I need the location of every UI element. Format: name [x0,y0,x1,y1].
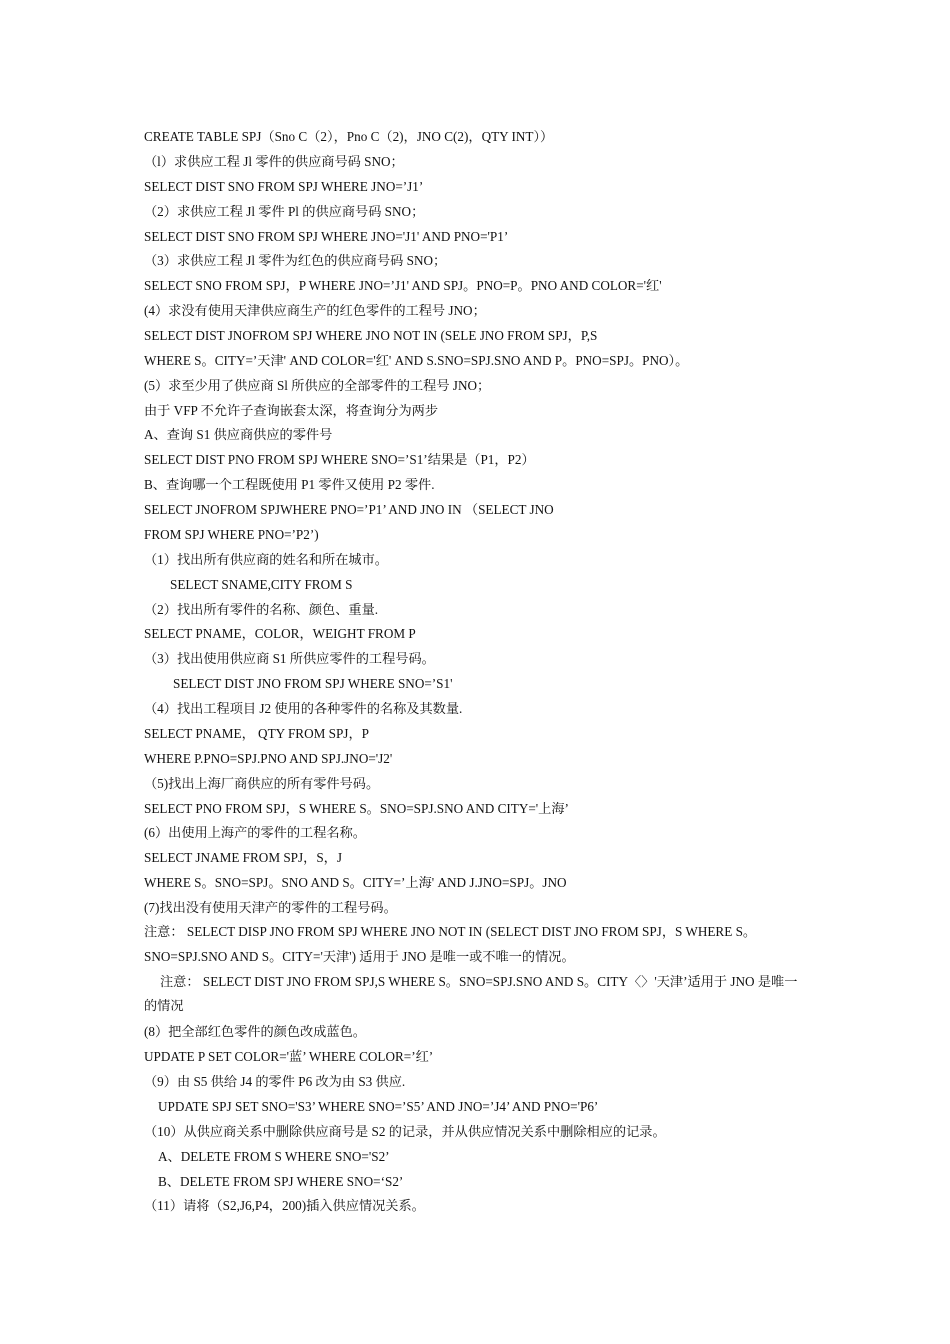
text-line: SELECT DIST PNO FROM SPJ WHERE SNO=’S1’结果是（P1，P2） [144,452,535,468]
text-line: SELECT DIST JNOFROM SPJ WHERE JNO NOT IN (SELE JNO FROM SPJ，P,S [144,328,598,343]
text-line: WHERE S。CITY=’天津' AND COLOR='红' AND S.SNO=SPJ.SNO AND P。PNO=SPJ。PNO）。 [144,352,689,368]
text-line: SELECT DIST JNO FROM SPJ WHERE SNO=’S1' [173,676,453,692]
text-line: 注意： SELECT DIST JNO FROM SPJ,S WHERE S。SNO=SPJ.SNO AND S。CITY〈〉'天津’适用于 JNO 是唯一的情况 [144,973,798,1014]
text-line: SELECT PNAME， QTY FROM SPJ，P [144,725,369,741]
text-line: SELECT DIST SNO FROM SPJ WHERE JNO='J1' AND PNO='P1’ [144,228,509,244]
text-line: （3）求供应工程 Jl 零件为红色的供应商号码 SNO； [144,253,447,269]
text-line: UPDATE SPJ SET SNO='S3’ WHERE SNO=’S5’ AND JNO=’J4’ AND PNO='P6’ [158,1098,599,1114]
text-line: SELECT PNO FROM SPJ，S WHERE S。SNO=SPJ.SNO AND CITY='上海’ [144,800,569,816]
text-line: SELECT JNAME FROM SPJ，S，J [144,850,342,866]
text-line: WHERE P.PNO=SPJ.PNO AND SPJ.JNO='J2' [144,750,393,766]
text-line: WHERE S。SNO=SPJ。SNO AND S。CITY=’上海' AND J.JNO=SPJ。JNO [144,875,567,891]
text-line: SELECT JNOFROM SPJWHERE PNO=’P1’ AND JNO IN （SELECT JNO [144,502,554,518]
text-line: （3）找出使用供应商 S1 所供应零件的工程号码。 [144,651,435,667]
text-line: (4）求没有使用天津供应商生产的红色零件的工程号 JNO； [144,303,486,319]
text-line: （4）找出工程项目 J2 使用的各种零件的名称及其数量. [144,701,463,716]
text-line: （1）找出所有供应商的姓名和所在城市。 [144,551,388,567]
text-line: (7)找出没有使用天津产的零件的工程号码。 [144,900,397,915]
text-line: A、查询 S1 供应商供应的零件号 [144,427,333,443]
text-line: SELECT PNAME，COLOR，WEIGHT FROM P [144,626,416,642]
text-line: (6）出使用上海产的零件的工程名称。 [144,825,366,841]
text-line: CREATE TABLE SPJ（Sno C（2），Pno C（2)，JNO C(2)，QTY INT）） [144,129,554,144]
text-line: (8）把全部红色零件的颜色改成蓝色。 [144,1024,366,1040]
text-line: UPDATE P SET COLOR='蓝’ WHERE COLOR=’红’ [144,1049,434,1065]
text-line: A、DELETE FROM S WHERE SNO='S2’ [158,1148,390,1164]
text-line: （11）请将（S2,J6,P4，200)插入供应情况关系。 [144,1198,425,1214]
text-line: 由于 VFP 不允许子查询嵌套太深，将查询分为两步 [144,402,439,418]
text-line: 注意： SELECT DISP JNO FROM SPJ WHERE JNO NOT IN (SELECT DIST JNO FROM SPJ，S WHERE S。SNO=SPJ.SNO AND S。CITY='天津') 适用于 JNO 是唯一或不唯一的情况。 [144,923,757,964]
text-line: SELECT SNAME,CITY FROM S [170,576,353,592]
text-line: (5）求至少用了供应商 Sl 所供应的全部零件的工程号 JNO； [144,377,491,393]
text-line: B、查询哪一个工程既使用 P1 零件又使用 P2 零件. [144,477,435,493]
text-line: B、DELETE FROM SPJ WHERE SNO=‘S2’ [158,1173,404,1189]
text-line: （2）求供应工程 Jl 零件 Pl 的供应商号码 SNO； [144,203,425,219]
text-line: （10）从供应商关系中删除供应商号是 S2 的记录，并从供应情况关系中删除相应的记录。 [144,1123,666,1139]
text-line: （9）由 S5 供给 J4 的零件 P6 改为由 S3 供应. [144,1074,406,1090]
text-line: （2）找出所有零件的名称、颜色、重量. [144,601,379,617]
text-line: （5)找出上海厂商供应的所有零件号码。 [144,775,380,791]
text-line: SELECT SNO FROM SPJ，P WHERE JNO=’J1' AND SPJ。PNO=P。PNO AND COLOR='红' [144,278,662,294]
text-line: （l）求供应工程 Jl 零件的供应商号码 SNO； [144,153,404,169]
text-line: FROM SPJ WHERE PNO=’P2’) [144,526,319,542]
text-line: SELECT DIST SNO FROM SPJ WHERE JNO=’J1’ [144,178,424,194]
